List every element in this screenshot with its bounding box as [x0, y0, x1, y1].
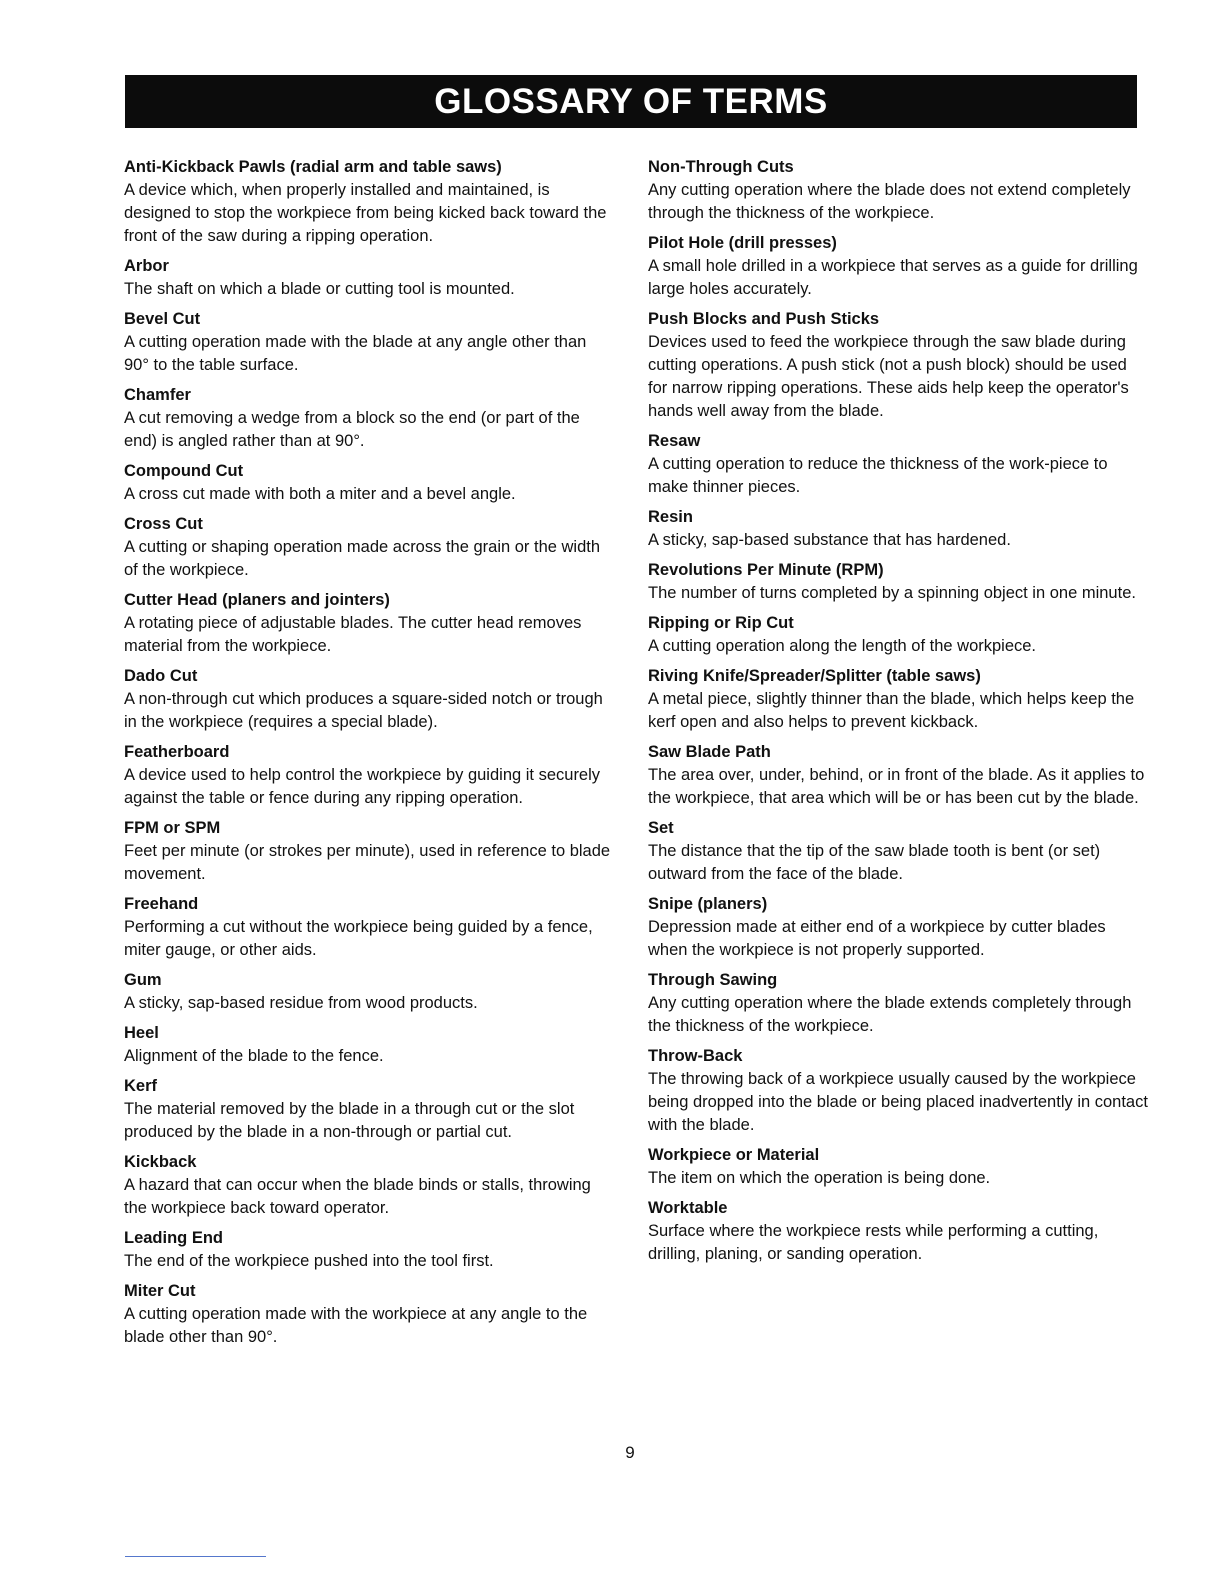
- glossary-definition: Surface where the workpiece rests while performing a cutting, drilling, planing, or sanding operation.: [648, 1222, 1099, 1263]
- glossary-entry: [124, 589, 614, 658]
- glossary-entry: [124, 817, 614, 886]
- glossary-entry: [124, 1151, 614, 1220]
- glossary-term: Saw Blade Path: [648, 743, 771, 761]
- glossary-definition: A cutting operation made with the blade at any angle other than 90° to the table surface.: [124, 333, 587, 374]
- page-number: 9: [625, 1443, 635, 1462]
- glossary-term: Dado Cut: [124, 667, 198, 685]
- glossary-term: Chamfer: [124, 386, 191, 404]
- glossary-term: Kickback: [124, 1153, 197, 1171]
- glossary-entry: [124, 1075, 614, 1144]
- glossary-entry: [124, 1280, 614, 1349]
- glossary-entry: [648, 156, 1148, 225]
- glossary-entry: [124, 741, 614, 810]
- glossary-term: Worktable: [648, 1199, 728, 1217]
- glossary-term: Through Sawing: [648, 971, 778, 989]
- glossary-entry: [648, 559, 1148, 605]
- glossary-term: Arbor: [124, 257, 169, 275]
- glossary-entry: [648, 612, 1148, 658]
- glossary-entry: [124, 255, 614, 301]
- glossary-term: Bevel Cut: [124, 310, 201, 328]
- glossary-definition: Alignment of the blade to the fence.: [124, 1047, 384, 1065]
- glossary-term: Resin: [648, 508, 693, 526]
- glossary-definition: A cutting or shaping operation made across the grain or the width of the workpiece.: [124, 538, 601, 579]
- glossary-entry: [124, 1227, 614, 1273]
- glossary-definition: The distance that the tip of the saw blade tooth is bent (or set) outward from the face of the blade.: [648, 842, 1101, 883]
- glossary-entry: [648, 430, 1148, 499]
- glossary-term: Compound Cut: [124, 462, 244, 480]
- glossary-entry: [648, 1144, 1148, 1190]
- glossary-definition: A sticky, sap-based residue from wood products.: [124, 994, 478, 1012]
- footer-rule: [125, 1556, 266, 1557]
- glossary-definition: A cut removing a wedge from a block so the end (or part of the end) is angled rather than at 90°.: [124, 409, 580, 450]
- glossary-definition: The shaft on which a blade or cutting tool is mounted.: [124, 280, 515, 298]
- glossary-entry: [124, 513, 614, 582]
- glossary-definition: A cutting operation made with the workpiece at any angle to the blade other than 90°.: [124, 1305, 588, 1346]
- glossary-definition: A sticky, sap-based substance that has hardened.: [648, 531, 1011, 549]
- glossary-definition: The material removed by the blade in a through cut or the slot produced by the blade in a non-through or partial cut.: [124, 1100, 575, 1141]
- glossary-entry: [124, 460, 614, 506]
- glossary-term: Snipe (planers): [648, 895, 768, 913]
- glossary-entry: [124, 893, 614, 962]
- glossary-definition: The end of the workpiece pushed into the tool first.: [124, 1252, 494, 1270]
- glossary-term: Resaw: [648, 432, 701, 450]
- right-column: [648, 156, 1148, 1273]
- glossary-definition: Devices used to feed the workpiece through the saw blade during cutting operations. A push stick (not a push block) should be used for narrow ripping operations. These aids help keep the operator's hands well away from the blade.: [648, 333, 1129, 420]
- glossary-definition: A cutting operation to reduce the thickness of the work-piece to make thinner pieces.: [648, 455, 1108, 496]
- glossary-term: Riving Knife/Spreader/Splitter (table saws): [648, 667, 981, 685]
- glossary-definition: Performing a cut without the workpiece being guided by a fence, miter gauge, or other aids.: [124, 918, 593, 959]
- left-column: [124, 156, 614, 1356]
- page-title: GLOSSARY OF TERMS: [434, 82, 828, 121]
- glossary-definition: A cutting operation along the length of the workpiece.: [648, 637, 1037, 655]
- glossary-term: FPM or SPM: [124, 819, 221, 837]
- glossary-entry: [648, 741, 1148, 810]
- glossary-entry: [648, 665, 1148, 734]
- glossary-entry: [648, 232, 1148, 301]
- glossary-term: Heel: [124, 1024, 159, 1042]
- glossary-definition: A non-through cut which produces a square-sided notch or trough in the workpiece (requires a special blade).: [124, 690, 603, 731]
- glossary-definition: A small hole drilled in a workpiece that serves as a guide for drilling large holes accurately.: [648, 257, 1138, 298]
- glossary-definition: The number of turns completed by a spinning object in one minute.: [648, 584, 1136, 602]
- glossary-entry: [124, 1022, 614, 1068]
- glossary-term: Anti-Kickback Pawls (radial arm and table saws): [124, 158, 502, 176]
- glossary-definition: The area over, under, behind, or in front of the blade. As it applies to the workpiece, that area which will be or has been cut by the blade.: [648, 766, 1145, 807]
- glossary-term: Set: [648, 819, 674, 837]
- glossary-term: Non-Through Cuts: [648, 158, 794, 176]
- glossary-definition: The item on which the operation is being done.: [648, 1169, 991, 1187]
- glossary-definition: A device which, when properly installed and maintained, is designed to stop the workpiece from being kicked back toward the front of the saw during a ripping operation.: [124, 181, 607, 245]
- glossary-entry: [648, 506, 1148, 552]
- glossary-definition: A cross cut made with both a miter and a bevel angle.: [124, 485, 516, 503]
- glossary-entry: [124, 308, 614, 377]
- glossary-term: Ripping or Rip Cut: [648, 614, 794, 632]
- glossary-term: Leading End: [124, 1229, 223, 1247]
- glossary-definition: A rotating piece of adjustable blades. The cutter head removes material from the workpiece.: [124, 614, 582, 655]
- glossary-entry: [124, 384, 614, 453]
- glossary-entry: [124, 665, 614, 734]
- glossary-definition: A metal piece, slightly thinner than the blade, which helps keep the kerf open and also helps to prevent kickback.: [648, 690, 1135, 731]
- glossary-entry: [124, 156, 614, 248]
- glossary-definition: A device used to help control the workpiece by guiding it securely against the table or fence during any ripping operation.: [124, 766, 601, 807]
- glossary-term: Freehand: [124, 895, 199, 913]
- glossary-definition: Feet per minute (or strokes per minute), used in reference to blade movement.: [124, 842, 611, 883]
- glossary-term: Gum: [124, 971, 162, 989]
- glossary-entry: [124, 969, 614, 1015]
- glossary-definition: A hazard that can occur when the blade binds or stalls, throwing the workpiece back toward operator.: [124, 1176, 591, 1217]
- glossary-term: Throw-Back: [648, 1047, 743, 1065]
- glossary-term: Cross Cut: [124, 515, 203, 533]
- glossary-entry: [648, 1197, 1148, 1266]
- glossary-term: Cutter Head (planers and jointers): [124, 591, 390, 609]
- glossary-definition: Any cutting operation where the blade does not extend completely through the thickness of the workpiece.: [648, 181, 1131, 222]
- glossary-term: Pilot Hole (drill presses): [648, 234, 837, 252]
- glossary-entry: [648, 817, 1148, 886]
- glossary-term: Featherboard: [124, 743, 230, 761]
- glossary-header-banner: [125, 75, 1137, 128]
- glossary-term: Workpiece or Material: [648, 1146, 820, 1164]
- glossary-term: Miter Cut: [124, 1282, 196, 1300]
- glossary-definition: The throwing back of a workpiece usually caused by the workpiece being dropped into the blade or being placed inadvertently in contact with the blade.: [648, 1070, 1148, 1134]
- glossary-entry: [648, 308, 1148, 423]
- glossary-entry: [648, 1045, 1148, 1137]
- glossary-entry: [648, 969, 1148, 1038]
- glossary-term: Kerf: [124, 1077, 158, 1095]
- glossary-definition: Depression made at either end of a workpiece by cutter blades when the workpiece is not properly supported.: [648, 918, 1106, 959]
- glossary-entry: [648, 893, 1148, 962]
- glossary-definition: Any cutting operation where the blade extends completely through the thickness of the workpiece.: [648, 994, 1132, 1035]
- glossary-term: Push Blocks and Push Sticks: [648, 310, 880, 328]
- glossary-term: Revolutions Per Minute (RPM): [648, 561, 884, 579]
